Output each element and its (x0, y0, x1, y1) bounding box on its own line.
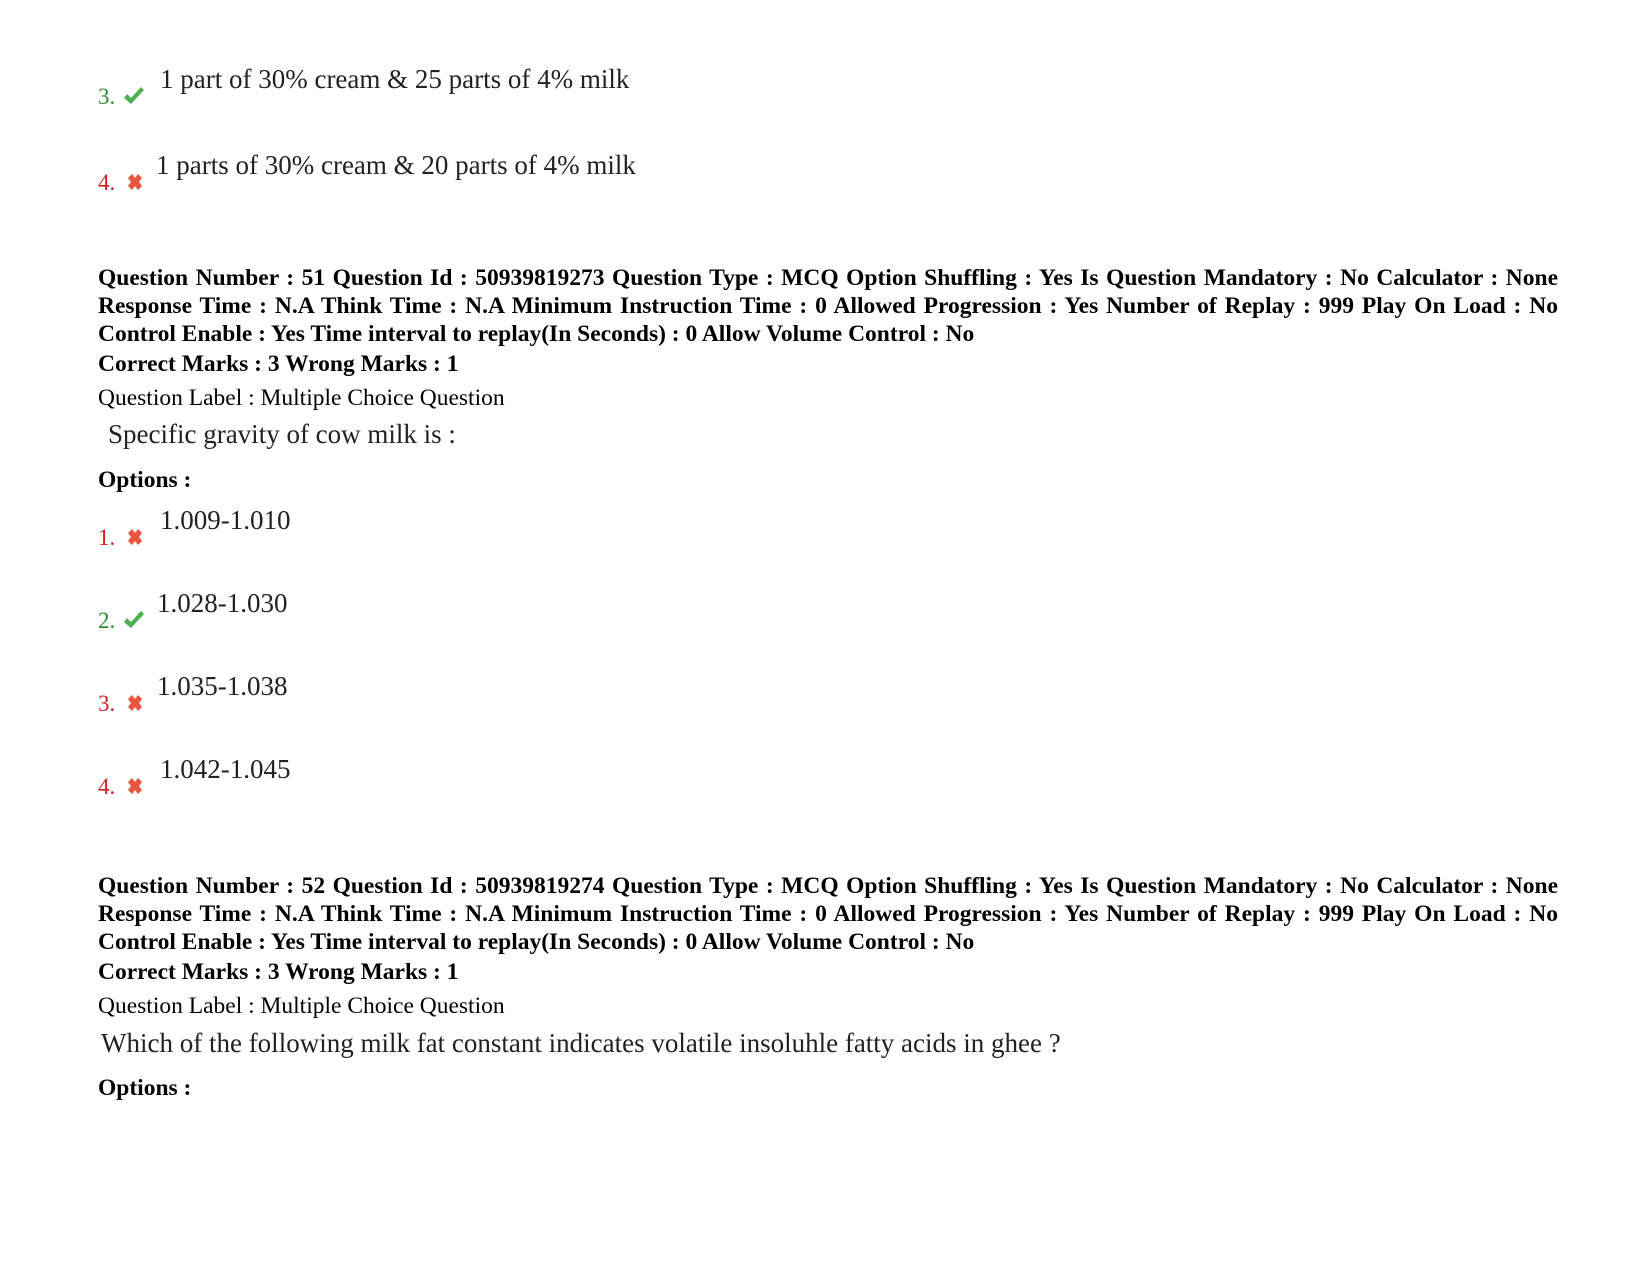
question-52-marks: Correct Marks : 3 Wrong Marks : 1 (98, 959, 459, 985)
option-number: 1. (98, 525, 116, 550)
cross-icon (122, 525, 148, 551)
question-52-options-heading: Options : (98, 1075, 192, 1101)
option-text: 1.009-1.010 (160, 505, 291, 535)
option-number: 3. (98, 84, 116, 109)
question-52-text: Which of the following milk fat constant indicates volatile insoluhle fatty acids in ghee ? (101, 1028, 1061, 1058)
question-51-options-heading: Options : (98, 467, 192, 493)
option-number: 2. (98, 608, 116, 633)
option-text: 1.028-1.030 (157, 588, 288, 618)
option-number: 4. (98, 774, 116, 799)
cross-icon (122, 774, 148, 800)
option-number: 4. (98, 170, 116, 195)
check-icon (121, 608, 147, 634)
question-51-text: Specific gravity of cow milk is : (108, 419, 456, 449)
question-52-meta: Question Number : 52 Question Id : 50939819274 Question Type : MCQ Option Shuffling : Yes Is Question Mandatory : No Calculator : None Response Time : N.A Think Time : N.A Minimum Instruction Time : 0 Allowed Progression : Yes Number of Replay : 999 Play On Load : No Control Enable : Yes Time interval to replay(In Seconds) : 0 Allow Volume Control : No (98, 873, 1558, 955)
question-51-meta: Question Number : 51 Question Id : 50939819273 Question Type : MCQ Option Shuffling : Yes Is Question Mandatory : No Calculator : None Response Time : N.A Think Time : N.A Minimum Instruction Time : 0 Allowed Progression : Yes Number of Replay : 999 Play On Load : No Control Enable : Yes Time interval to replay(In Seconds) : 0 Allow Volume Control : No (98, 265, 1558, 347)
question-51-marks: Correct Marks : 3 Wrong Marks : 1 (98, 351, 459, 377)
option-number: 3. (98, 691, 116, 716)
option-text: 1 parts of 30% cream & 20 parts of 4% milk (156, 150, 636, 180)
question-52-label: Question Label : Multiple Choice Question (98, 993, 505, 1019)
question-51-label: Question Label : Multiple Choice Question (98, 385, 505, 411)
check-icon (121, 84, 147, 110)
option-text: 1 part of 30% cream & 25 parts of 4% milk (160, 64, 630, 94)
option-text: 1.035-1.038 (157, 671, 288, 701)
cross-icon (122, 170, 148, 196)
option-text: 1.042-1.045 (160, 754, 291, 784)
cross-icon (122, 691, 148, 717)
